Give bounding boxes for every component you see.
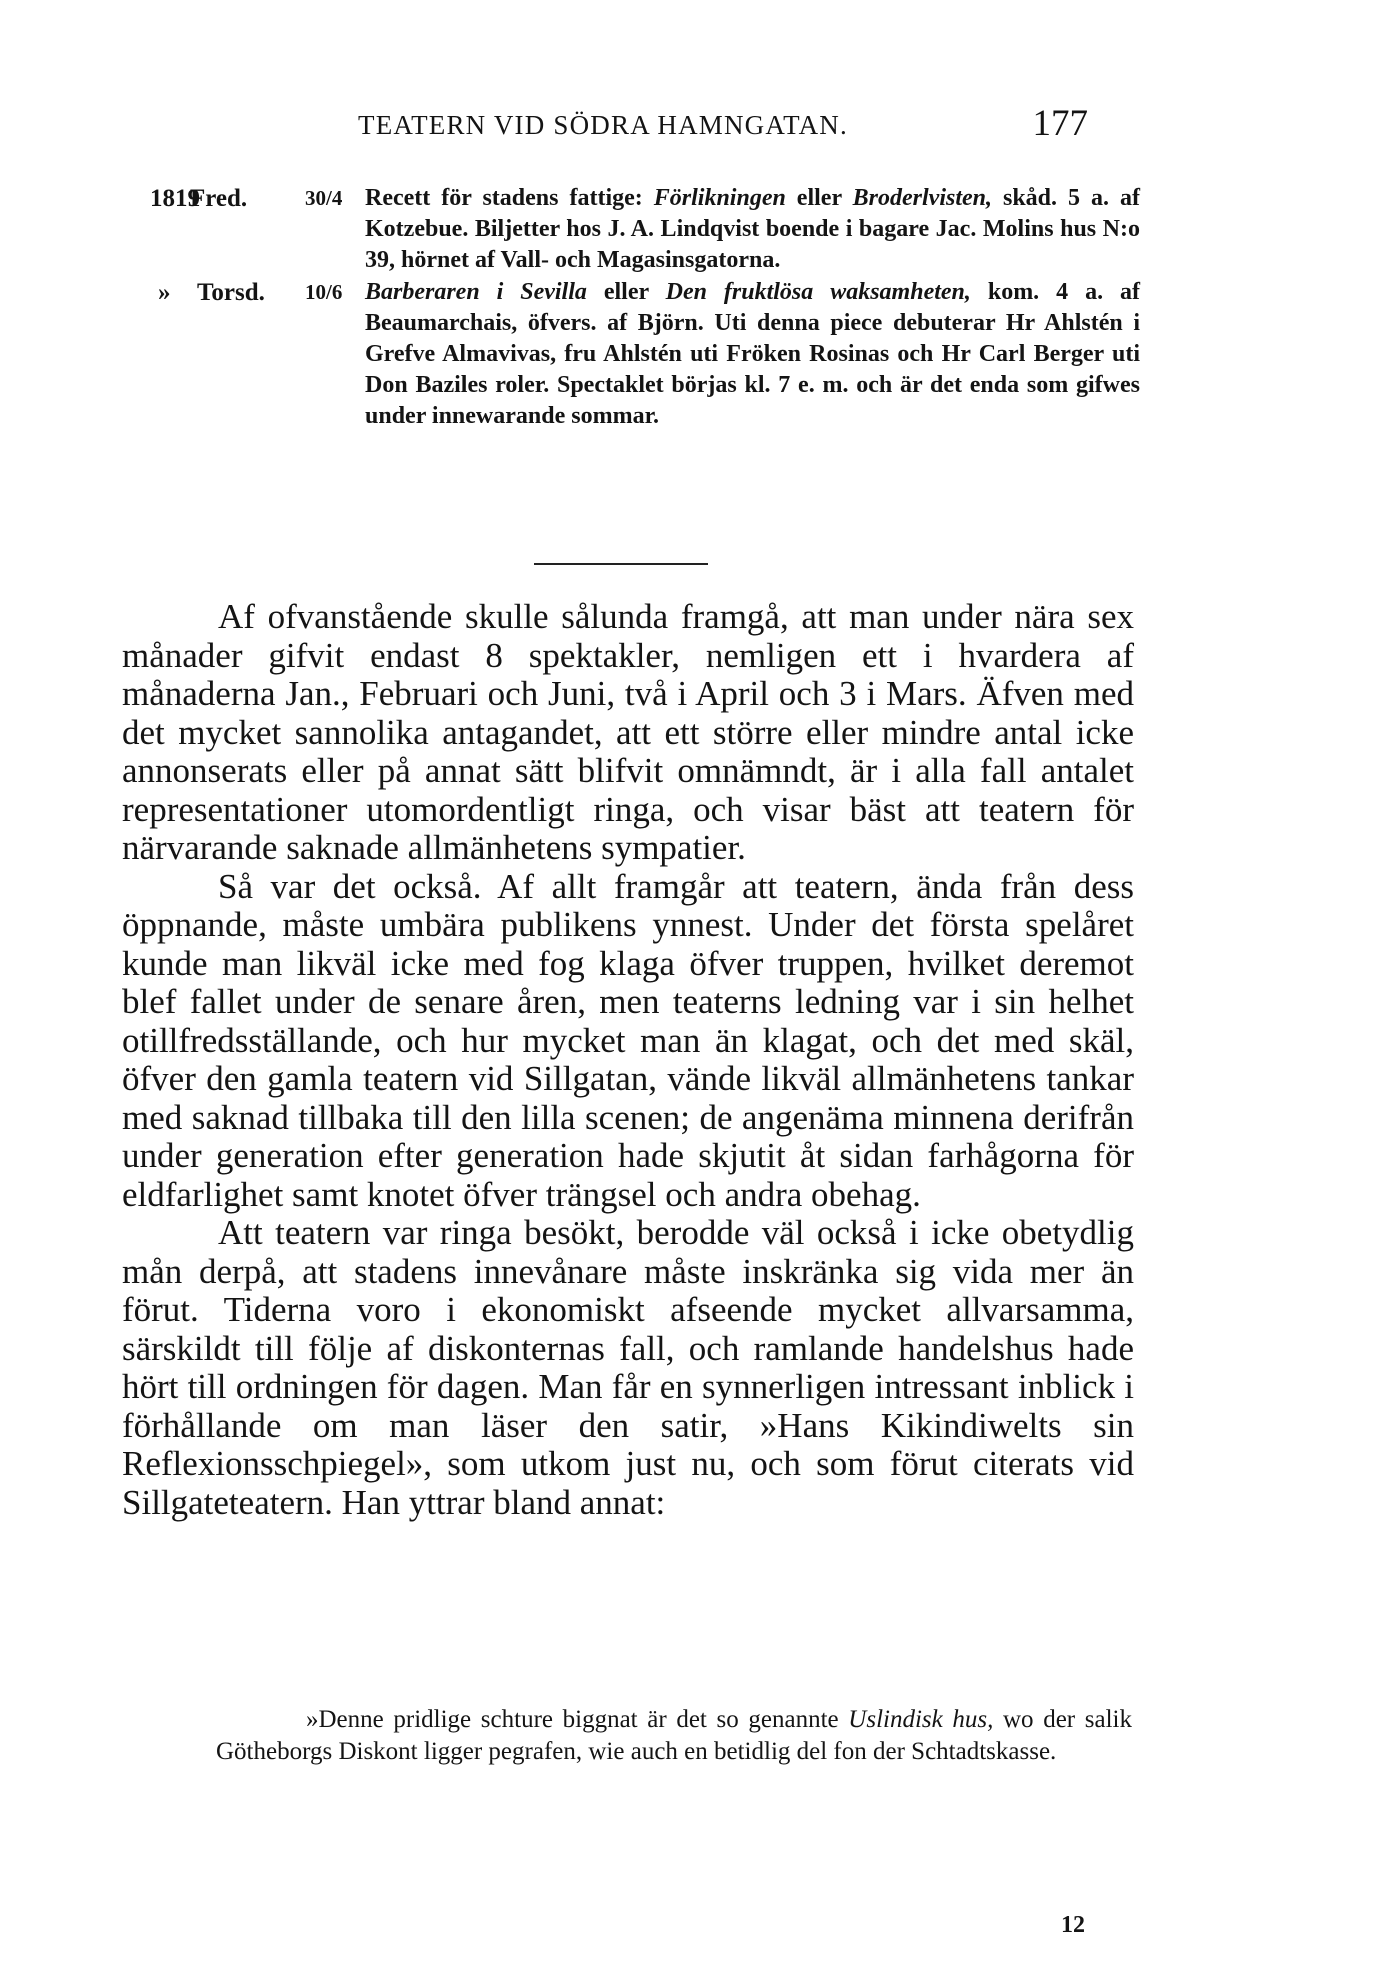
page-header: [358, 102, 1088, 150]
signature-mark: 12: [1061, 1912, 1085, 1938]
page-number: 177: [1032, 103, 1088, 144]
performance-entry: [150, 277, 1140, 433]
quote-text: »Denne pridlige schture biggnat är det so genannte Uslindisk hus, wo der salik Götheborgs Diskont ligger pegrafen, wie auch en betidlig del fon der Schtadtskasse.: [216, 1706, 1132, 1765]
play-title: Barberaren i Sevilla: [365, 278, 587, 305]
paragraph: Så var det också. Af allt framgår att teatern, ända från dess öppnande, måste umbära publikens ynnest. Under det första spelåret kunde man likväl icke med fog klaga öfver truppen, hvilket deremot blef fallet under de senare åren, men teaterns ledning var i sin helhet otillfredsställande, och hur mycket man än klagat, och det med skäl, öfver den gamla teatern vid Sillgatan, vände likväl allmänhetens tankar med saknad tillbaka till den lilla scenen; de angenäma minnena derifrån under generation efter generation hade skjutit åt sidan farhågorna för eldfarlighet samt knotet öfver trängsel och andra obehag.: [122, 866, 1134, 1214]
running-title: TEATERN VID SÖDRA HAMNGATAN.: [358, 110, 848, 140]
paragraph: Att teatern var ringa besökt, berodde väl också i icke obetydlig mån derpå, att stadens innevånare måste inskränka sig vida mer än förut. Tiderna voro i ekonomiskt afseende mycket allvarsamma, särskildt till följe af diskonternas fall, och ramlande handelshus hade hört till ordningen för dagen. Man får en synnerligen intressant inblick i förhållande om man läser den satir, »Hans Kikindiwelts sin Reflexionsschpiegel», som utkom just nu, och som förut citerats vid Sillgateteatern. Han yttrar bland annat:: [122, 1213, 1134, 1522]
performance-entry: [150, 183, 1140, 277]
entry-text: Barberaren i Sevilla eller Den fruktlösa waksamheten, kom. 4 a. af Beaumarchais, öfvers. af Björn. Uti denna piece debuterar Hr Ahlstén i Grefve Almavivas, fru Ahlstén uti Fröken Rosinas och Hr Carl Berger uti Don Baziles roler. Spectaklet börjas kl. 7 e. m. och är det enda som gifwes under innewarande sommar.: [365, 278, 1141, 430]
play-title: Förlikningen: [653, 185, 786, 211]
play-title-alt: Den fruktlösa waksamheten,: [665, 278, 971, 305]
entry-text: Recett för stadens fattige: Förlikningen eller Broderlvisten, skåd. 5 a. af Kotzebue. Biljetter hos J. A. Lindqvist boende i bagare Jac. Molins hus N:o 39, hörnet af Vall- och Magasinsgatorna.: [365, 185, 1140, 274]
paragraph: Af ofvanstående skulle sålunda framgå, att man under nära sex månader gifvit endast 8 spektakler, nemligen ett i hvardera af månaderna Jan., Februari och Juni, två i April och 3 i Mars. Äfven med det mycket sannolika antagandet, att ett större eller mindre antal icke annonserats eller på annat sätt blifvit omnämndt, är i alla fall antalet representationer utomordentligt ringa, och visar bäst att teatern för närvarande saknade allmänhetens sympatier.: [122, 597, 1134, 867]
entry-date: 10/6: [305, 279, 343, 304]
entry-weekday: Torsd.: [197, 278, 265, 306]
entry-ditto-mark: »: [158, 278, 171, 306]
performance-entries: [150, 183, 1140, 433]
block-quote: [216, 1704, 1132, 1767]
section-divider: [534, 563, 708, 565]
entry-date: 30/4: [305, 186, 343, 210]
play-title-alt: Broderlvisten,: [852, 185, 992, 211]
quote-title: Uslindisk hus,: [848, 1706, 994, 1733]
entry-year: 1819: [150, 185, 200, 212]
main-text: [122, 598, 1134, 1522]
entry-weekday: Fred.: [190, 185, 248, 212]
